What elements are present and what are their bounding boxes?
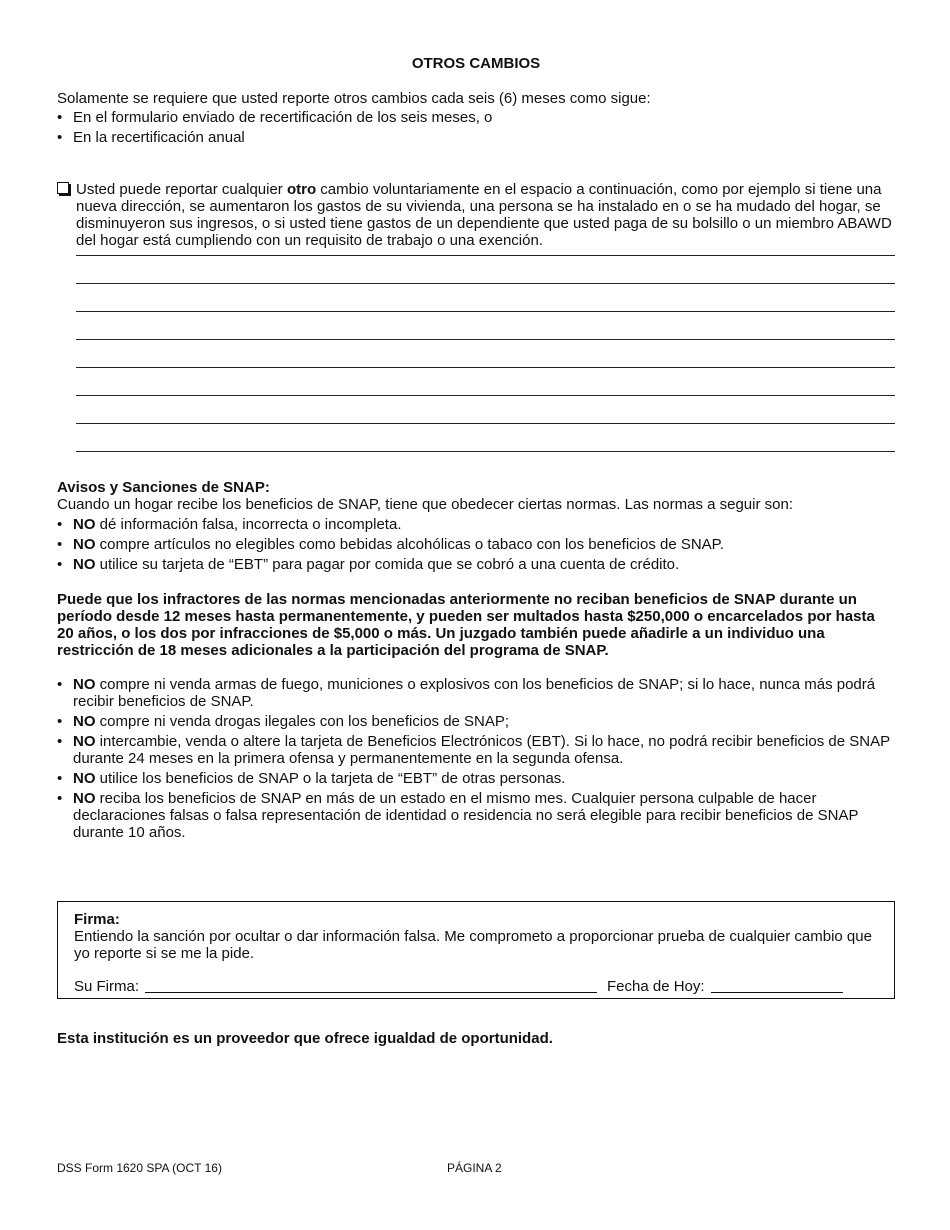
prohibited-actions-list: [57, 676, 895, 844]
penalty-warning: Puede que los infractores de las normas mencionadas anteriormente no reciban beneficios de SNAP durante un período desde 12 meses hasta permanentemente, y pueden ser multados hasta $250,000 o encarcelados por hasta 20 años, o los dos por infracciones de $5,000 o más. Un juzgado también puede añadirle a un individuo una restricción de 18 meses adicionales a la participación del programa de SNAP.: [57, 591, 875, 659]
list-item: • NO compre artículos no elegibles como bebidas alcohólicas o tabaco con los beneficios de SNAP.: [57, 536, 895, 553]
signature-box: [57, 901, 895, 999]
writing-line[interactable]: [76, 311, 895, 339]
page-title: OTROS CAMBIOS: [411, 55, 541, 72]
date-label: Fecha de Hoy:: [607, 978, 705, 995]
optional-change-section: [57, 181, 895, 249]
list-item: • En el formulario enviado de recertificación de los seis meses, o: [57, 109, 492, 126]
date-field[interactable]: [711, 992, 843, 993]
writing-line[interactable]: [76, 283, 895, 311]
report-change-checkbox[interactable]: [57, 182, 69, 194]
writing-line[interactable]: [76, 423, 895, 451]
writing-line[interactable]: [76, 255, 895, 283]
writing-line[interactable]: [76, 367, 895, 395]
signature-label: Su Firma:: [74, 978, 140, 995]
snap-notices-section: [57, 479, 895, 573]
page-number: PÁGINA 2: [447, 1161, 502, 1175]
notices-intro: Cuando un hogar recibe los beneficios de SNAP, tiene que obedecer ciertas normas. Las normas a seguir son:: [57, 496, 793, 513]
optional-change-text: Usted puede reportar cualquier otro cambio voluntariamente en el espacio a continuación, como por ejemplo si tiene una nueva dirección, se aumentaron los gastos de su vivienda, una persona se ha instalado en o se ha mudado del hogar, se disminuyeron sus ingresos, o si usted tiene gastos de un dependiente que usted paga de su bolsillo o un miembro ABAWD del hogar está cumpliendo con un requisito de trabajo o una exención.: [76, 181, 892, 249]
form-number: DSS Form 1620 SPA (OCT 16): [57, 1161, 222, 1175]
intro-bullet-list: [57, 109, 492, 149]
rules-list: [57, 516, 895, 573]
writing-line[interactable]: [76, 451, 895, 479]
writing-line[interactable]: [76, 395, 895, 423]
list-item: • NO intercambie, venda o altere la tarjeta de Beneficios Electrónicos (EBT). Si lo hace, no podrá recibir beneficios de SNAP durante 24 meses en la primera ofensa y permanentemente en la segunda ofensa.: [57, 733, 895, 767]
change-writing-lines[interactable]: [76, 255, 895, 479]
section-heading: Avisos y Sanciones de SNAP:: [57, 479, 270, 496]
list-item: • NO compre ni venda drogas ilegales con los beneficios de SNAP;: [57, 713, 895, 730]
equal-opportunity-statement: Esta institución es un proveedor que ofrece igualdad de oportunidad.: [57, 1030, 553, 1047]
list-item: • NO compre ni venda armas de fuego, municiones o explosivos con los beneficios de SNAP; si lo hace, nunca más podrá recibir beneficios de SNAP.: [57, 676, 895, 710]
intro-text: Solamente se requiere que usted reporte otros cambios cada seis (6) meses como sigue:: [57, 90, 651, 107]
writing-line[interactable]: [76, 339, 895, 367]
list-item: • NO utilice los beneficios de SNAP o la tarjeta de “EBT” de otras personas.: [57, 770, 895, 787]
list-item: • NO reciba los beneficios de SNAP en más de un estado en el mismo mes. Cualquier persona culpable de hacer declaraciones falsas o falsa representación de identidad o residencia no será elegible para recibir beneficios de SNAP durante 10 años.: [57, 790, 895, 841]
list-item: • En la recertificación anual: [57, 129, 492, 146]
signature-heading: Firma:: [74, 911, 120, 928]
list-item: • NO dé información falsa, incorrecta o incompleta.: [57, 516, 895, 533]
signature-statement: Entiendo la sanción por ocultar o dar información falsa. Me comprometo a proporcionar prueba de cualquier cambio que yo reporte si se me la pide.: [74, 928, 872, 962]
list-item: • NO utilice su tarjeta de “EBT” para pagar por comida que se cobró a una cuenta de crédito.: [57, 556, 895, 573]
signature-field[interactable]: [145, 992, 597, 993]
